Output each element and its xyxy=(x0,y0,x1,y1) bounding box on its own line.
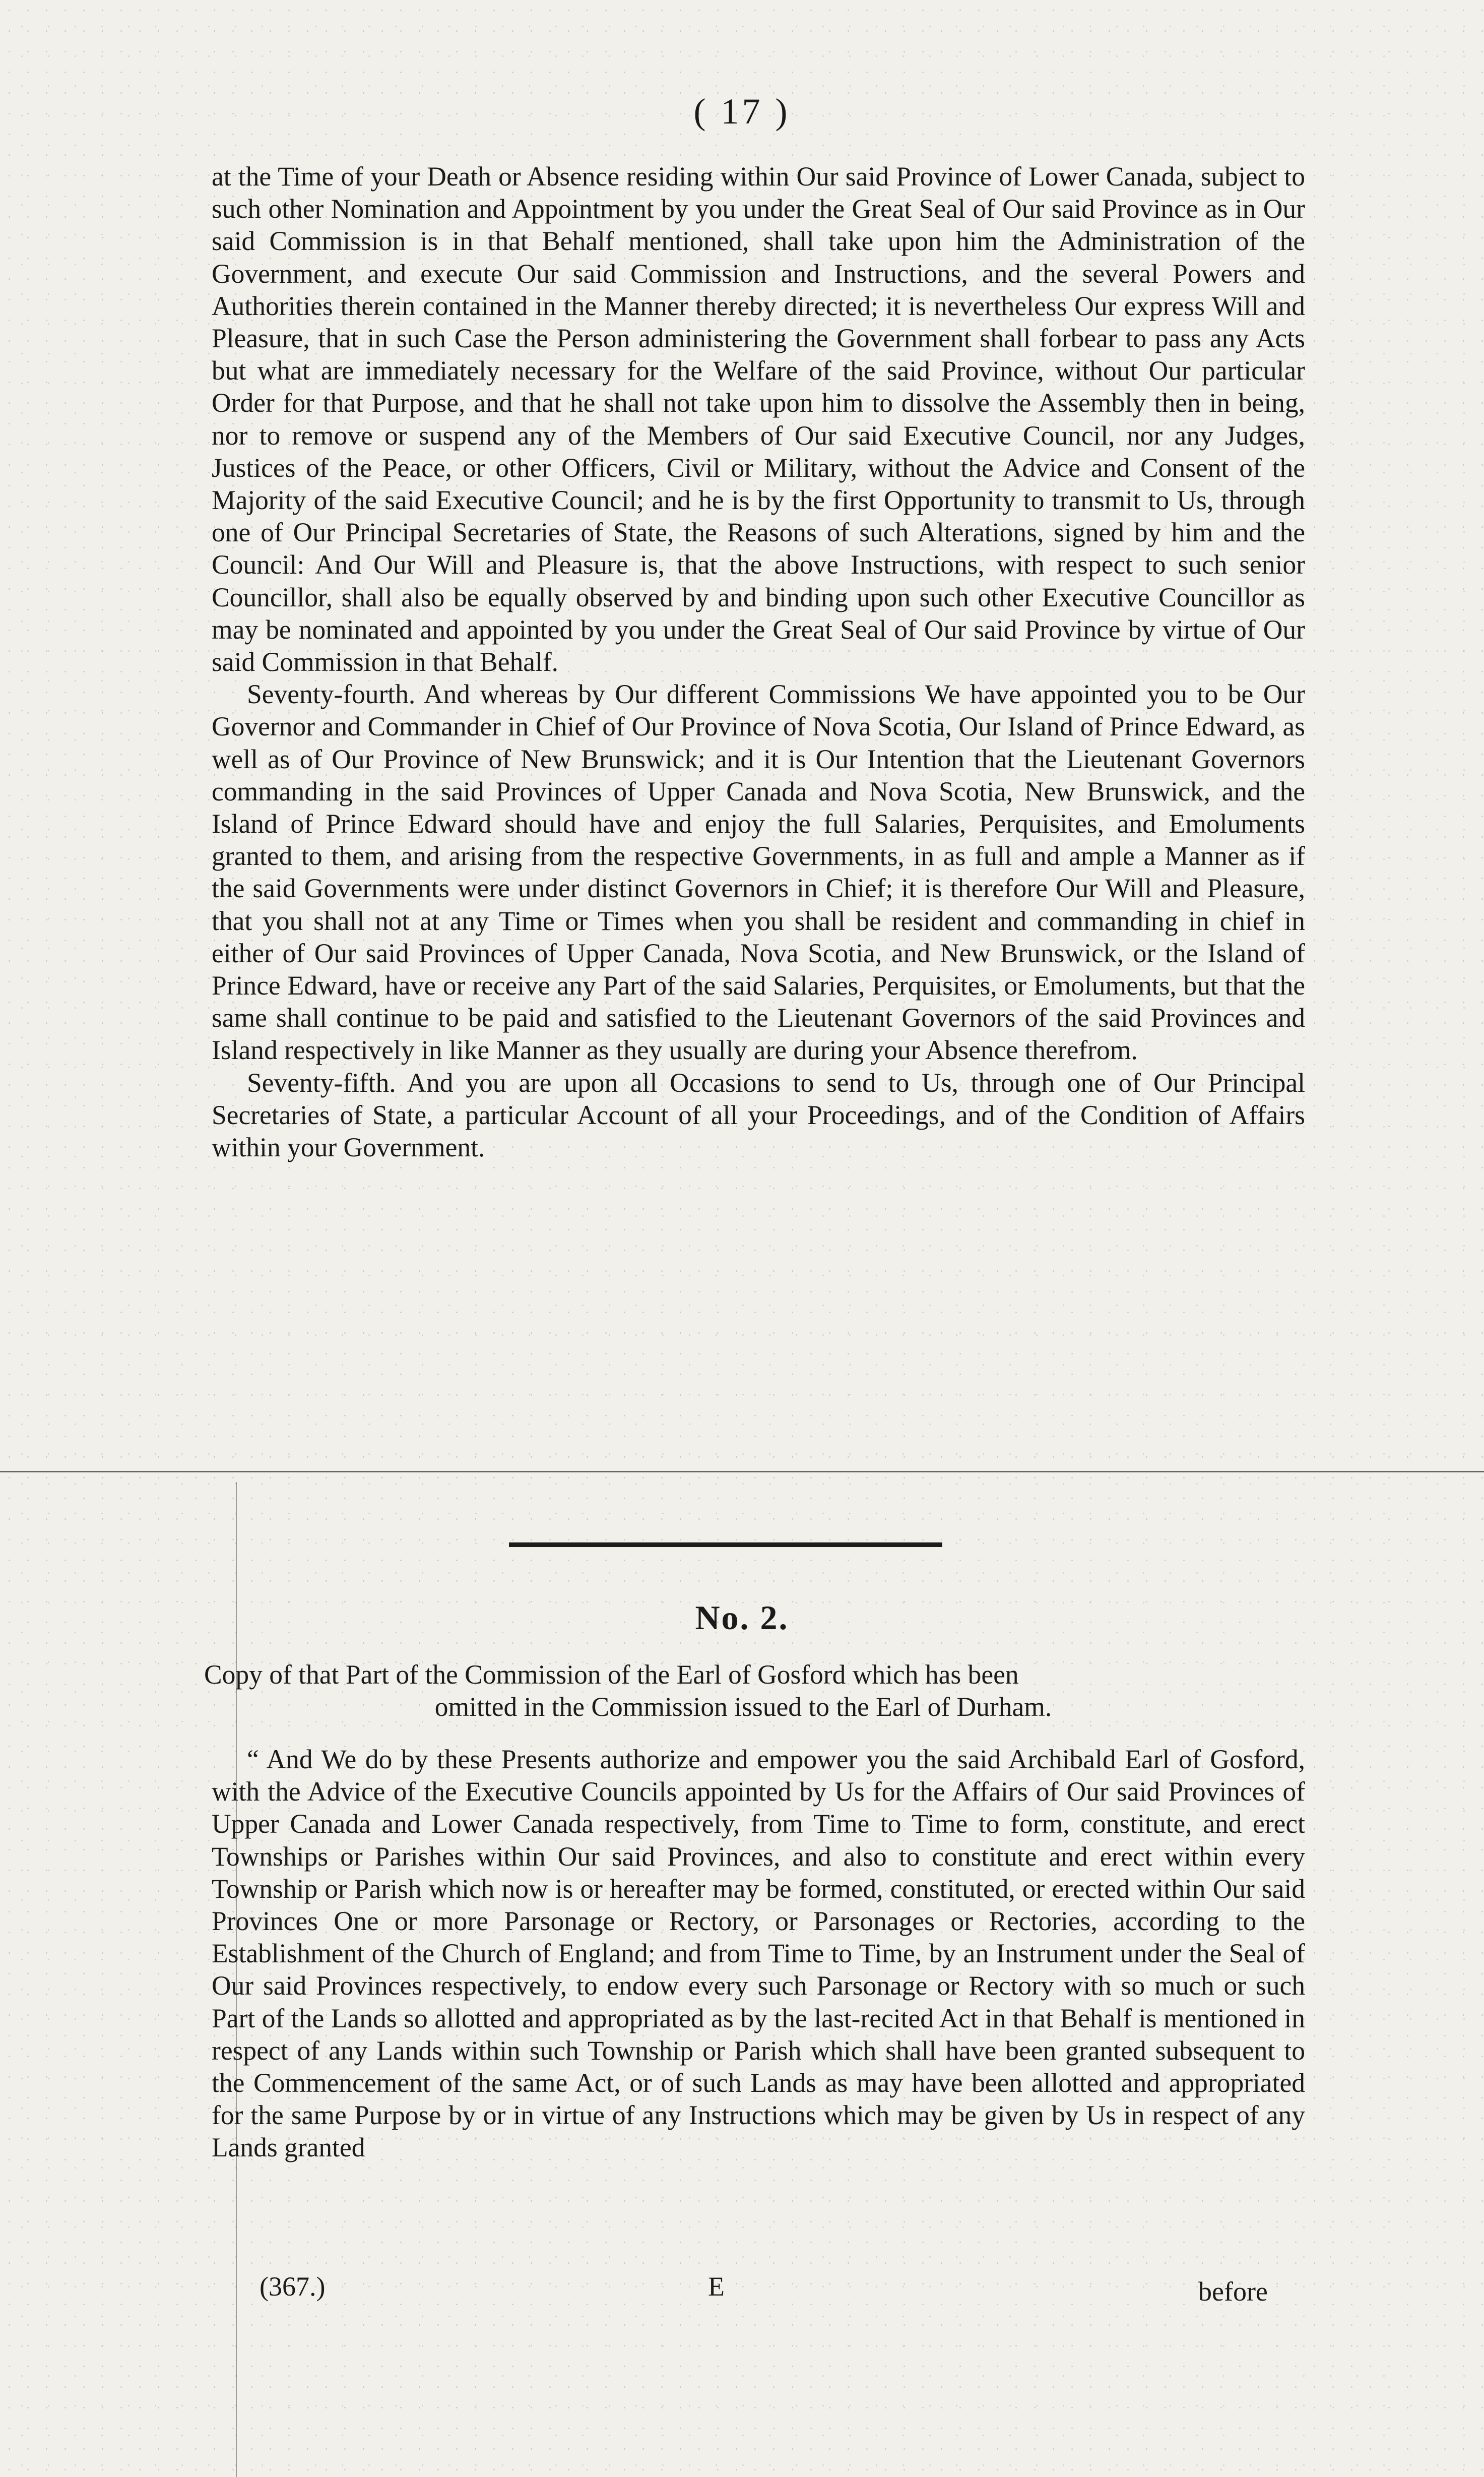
section-1-text xyxy=(212,160,1305,1163)
page-number: ( 17 ) xyxy=(693,91,791,132)
document-number: (367.) xyxy=(260,2271,326,2302)
caption-line-1: Copy of that Part of the Commission of the Earl of Gosford which has been xyxy=(204,1659,1019,1690)
section-caption xyxy=(204,1658,1282,1723)
section-2-text xyxy=(212,1743,1305,2164)
signature-mark: E xyxy=(708,2271,725,2302)
paragraph-seventy-fourth: Seventy-fourth. And whereas by Our different Commissions We have appointed you to be Our Governor and Commander in Chief of Our Province of Nova Scotia, Our Island of Prince Edward, as well as of Our Province of New Brunswick; and it is Our Intention that the Lieutenant Governors commanding in the said Provinces of Upper Canada and Nova Scotia, New Brunswick, and the Island of Prince Edward should have and enjoy the full Salaries, Perquisites, and Emoluments granted to them, and arising from the respective Governments, in as full and ample a Manner as if the said Governments were under distinct Governors in Chief; it is therefore Our Will and Pleasure, that you shall not at any Time or Times when you shall be resident and commanding in chief in either of Our said Provinces of Upper Canada, Nova Scotia, and New Brunswick, or the Island of Prince Edward, have or receive any Part of the said Salaries, Perquisites, or Emoluments, but that the same shall continue to be paid and satisfied to the Lieutenant Governors of the said Provinces and Island respectively in like Manner as they usually are during your Absence therefrom. xyxy=(212,679,1305,1066)
section-divider xyxy=(509,1542,942,1547)
paragraph: at the Time of your Death or Absence residing within Our said Province of Lower Canada, subject to such other Nomination and Appointment by you under the Great Seal of Our said Province as in Our said Commission is in that Behalf mentioned, shall take upon him the Administration of the Government, and execute Our said Commission and Instructions, and the several Powers and Authorities therein contained in the Manner thereby directed; it is nevertheless Our express Will and Pleasure, that in such Case the Person administering the Government shall forbear to pass any Acts but what are immediately necessary for the Welfare of the said Province, without Our particular Order for that Purpose, and that he shall not take upon him to dissolve the Assembly then in being, nor to remove or suspend any of the Members of Our said Executive Council, nor any Judges, Justices of the Peace, or other Officers, Civil or Military, without the Advice and Consent of the Majority of the said Executive Council; and he is by the first Opportunity to transmit to Us, through one of Our Principal Secretaries of State, the Reasons of such Alterations, signed by him and the Council: And Our Will and Pleasure is, that the above Instructions, with respect to such senior Councillor, shall also be equally observed by and binding upon such other Executive Councillor as may be nominated and appointed by you under the Great Seal of Our said Province by virtue of Our said Commission in that Behalf. xyxy=(212,161,1305,677)
caption-line-2: omitted in the Commission issued to the Earl of Durham. xyxy=(434,1692,1052,1722)
scan-line xyxy=(0,1471,1484,1472)
paragraph-seventy-fifth: Seventy-fifth. And you are upon all Occasions to send to Us, through one of Our Principal Secretaries of State, a particular Account of all your Proceedings, and of the Condition of Affairs within your Government. xyxy=(212,1067,1305,1163)
catchword: before xyxy=(1198,2276,1268,2307)
paragraph-commission-extract: “ And We do by these Presents authorize and empower you the said Archibald Earl of Gosford, with the Advice of the Executive Councils appointed by Us for the Affairs of Our said Provinces of Upper Canada and Lower Canada respectively, from Time to Time to form, constitute, and erect Townships or Parishes within Our said Provinces, and also to constitute and erect within every Township or Parish which now is or hereafter may be formed, constituted, or erected within Our said Provinces One or more Parsonage or Rectory, or Parsonages or Rectories, according to the Establishment of the Church of England; and from Time to Time, by an Instrument under the Seal of Our said Provinces respectively, to endow every such Parsonage or Rectory with so much or such Part of the Lands so allotted and appropriated as by the last-recited Act in that Behalf is mentioned in respect of any Lands within such Township or Parish which shall have been granted subsequent to the Commencement of the same Act, or of such Lands as may have been allotted and appropriated for the same Purpose by or in virtue of any Instructions which may be given by Us in respect of any Lands granted xyxy=(212,1744,1305,2163)
section-heading: No. 2. xyxy=(695,1598,789,1637)
